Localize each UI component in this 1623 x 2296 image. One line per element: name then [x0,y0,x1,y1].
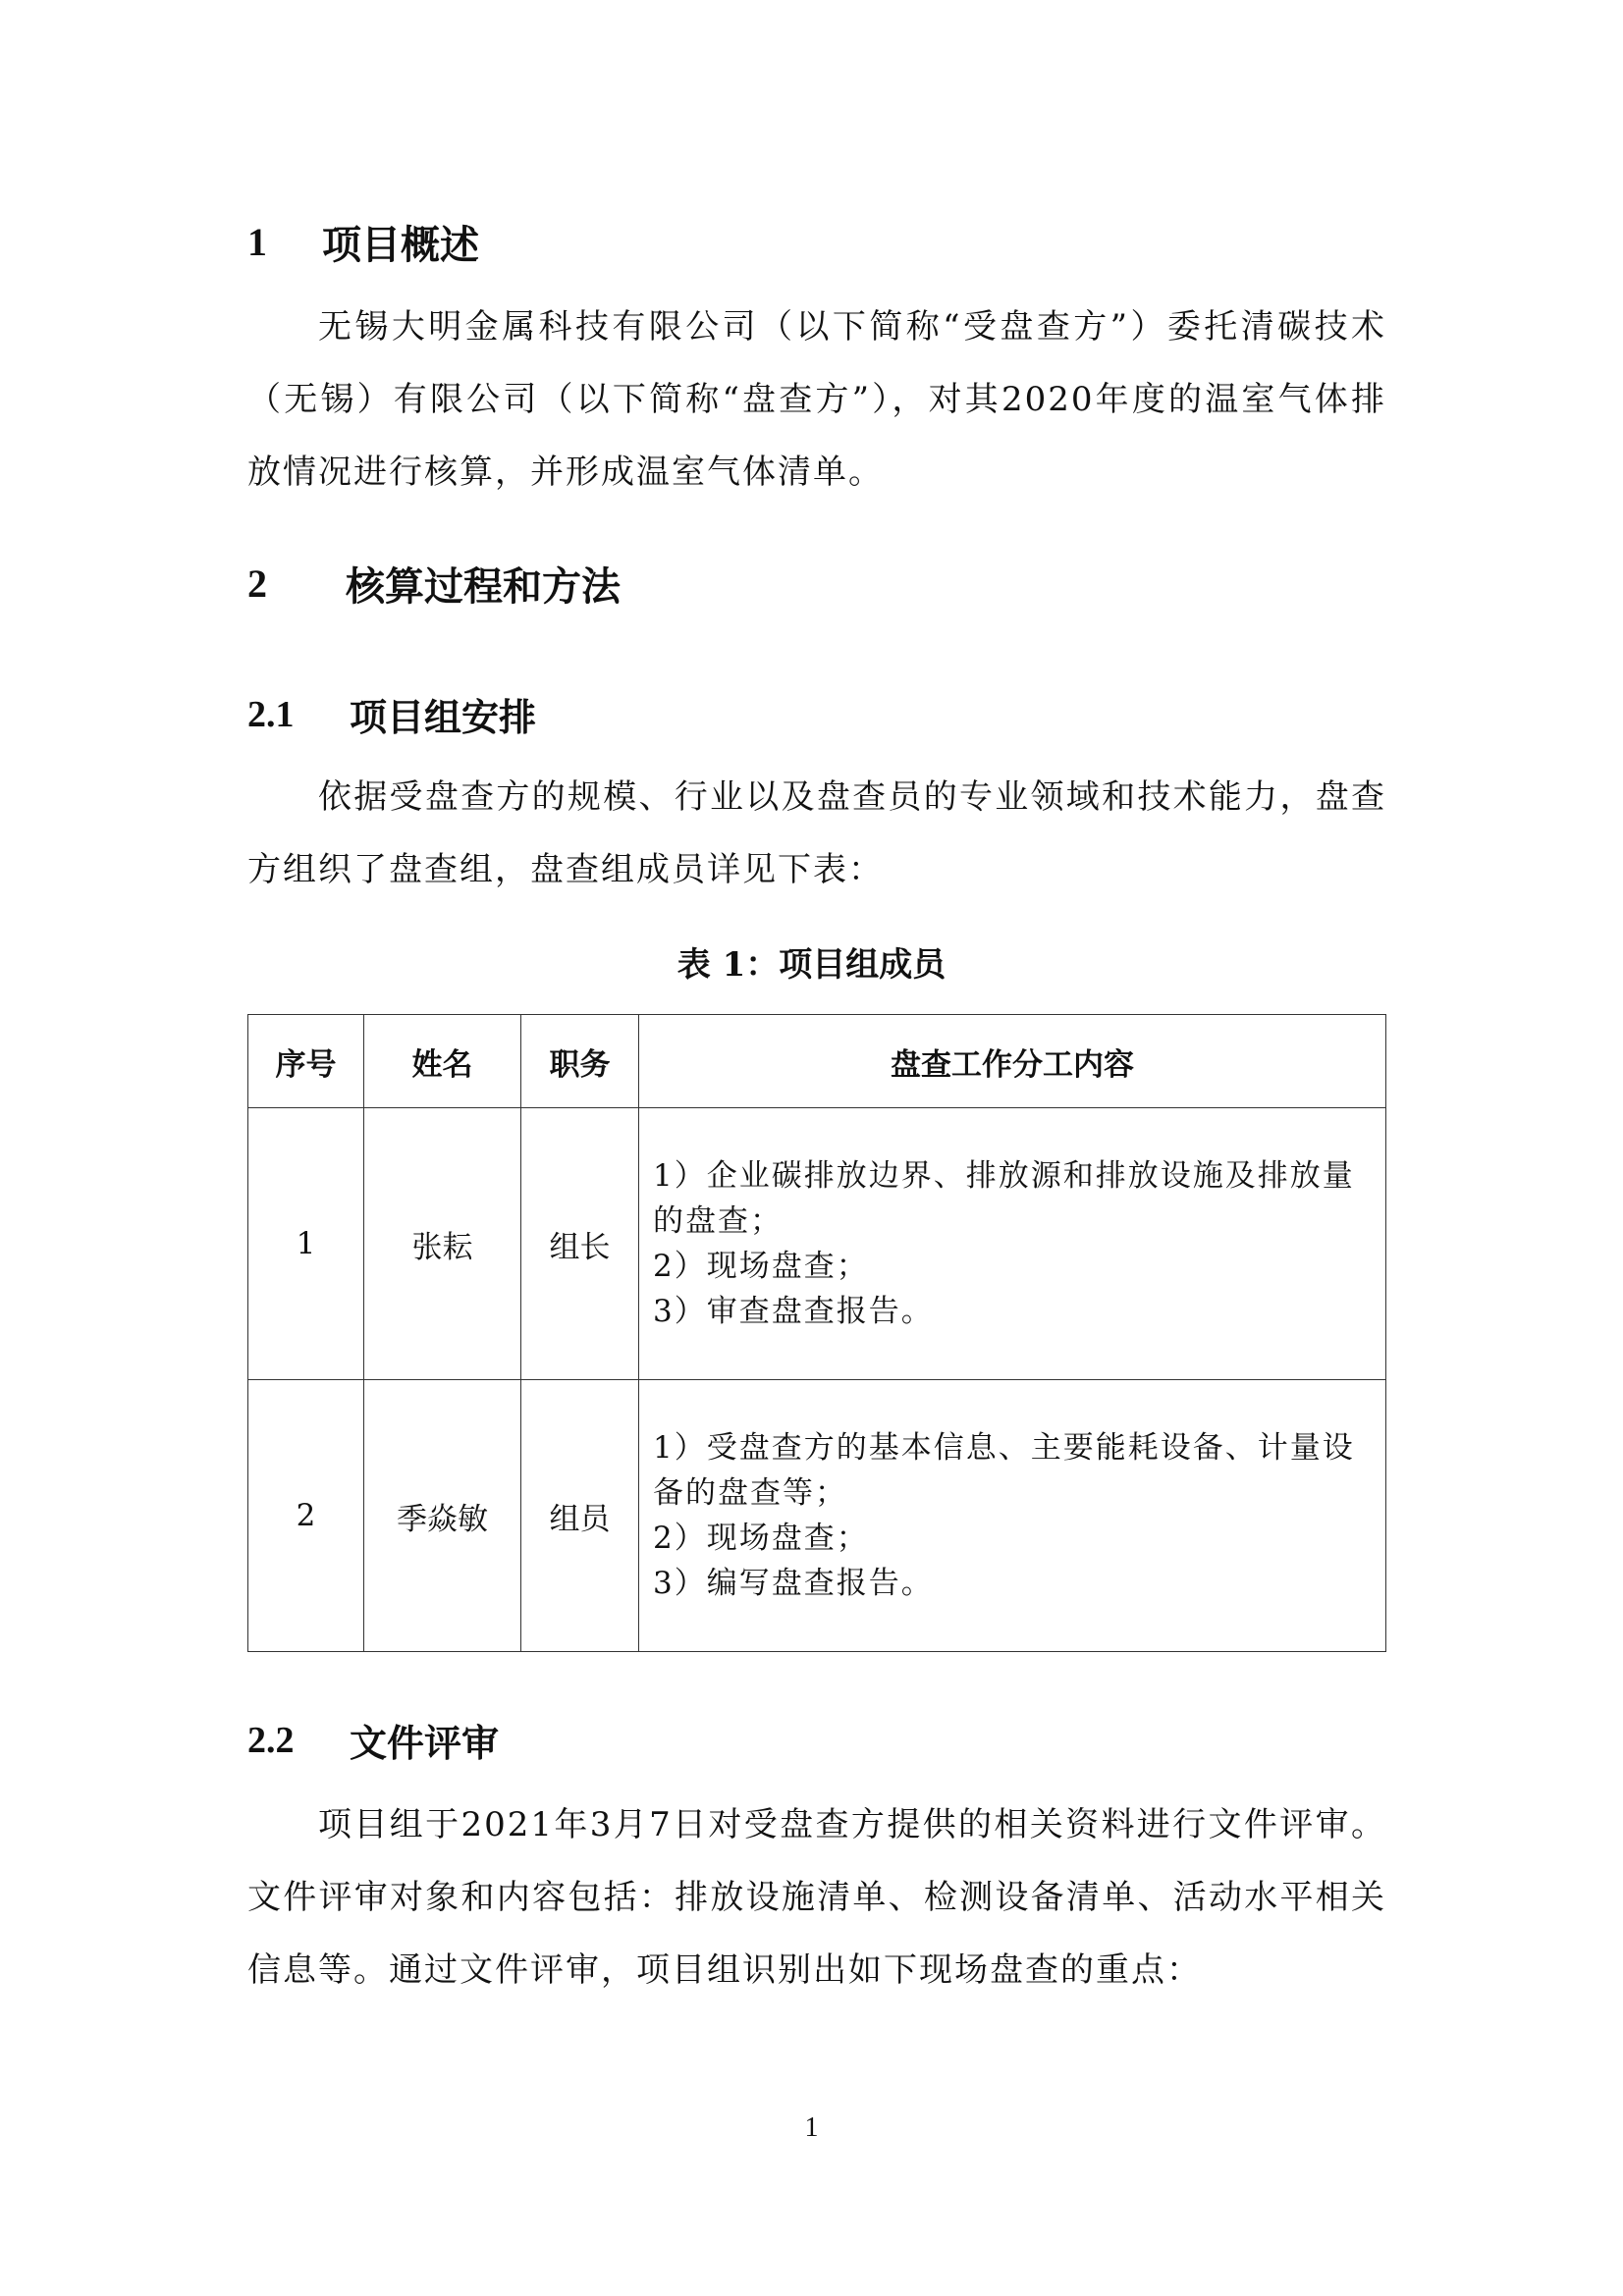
header-cell-no: 序号 [248,1015,364,1108]
cell-name: 张耘 [364,1108,521,1380]
section-1-number: 1 [247,220,267,264]
duties-list [639,1153,1385,1334]
members-table [247,1014,1386,1652]
duty-item: 2）现场盘查； [653,1249,869,1284]
duty-item: 1）受盘查方的基本信息、主要能耗设备、计量设备的盘查等； [653,1430,1355,1511]
section-1-heading [247,214,479,270]
cell-duties [639,1108,1386,1380]
section-2-number: 2 [247,561,267,606]
section-2-2-paragraph: 项目组于2021年3月7日对受盘查方提供的相关资料进行文件评审。文件评审对象和内容包括：排放设施清单、检测设备清单、活动水平相关信息等。通过文件评审，项目组识别出如下现场盘查的重点： [247,1805,1386,1990]
cell-no: 2 [248,1380,364,1652]
table-caption: 表 1：项目组成员 [676,945,947,985]
cell-no: 1 [248,1108,364,1380]
duty-item: 1）企业碳排放边界、排放源和排放设施及排放量的盘查； [653,1158,1355,1239]
header-cell-name: 姓名 [364,1015,521,1108]
cell-duties [639,1380,1386,1652]
table-row [248,1108,1386,1380]
duty-item: 3）编写盘查报告。 [653,1566,934,1601]
duty-item: 3）审查盘查报告。 [653,1294,934,1329]
section-2-1-number: 2.1 [247,693,295,735]
table-row [248,1380,1386,1652]
section-2-1-paragraph: 依据受盘查方的规模、行业以及盘查员的专业领域和技术能力，盘查方组织了盘查组，盘查组成员详见下表： [247,777,1386,889]
duties-list [639,1425,1385,1606]
section-2-title: 核算过程和方法 [346,563,621,610]
header-cell-duties: 盘查工作分工内容 [639,1015,1386,1108]
section-2-2-heading [247,1713,499,1767]
section-2-2-number: 2.2 [247,1719,295,1761]
page-number: 1 [804,2112,819,2143]
section-2-2-title: 文件评审 [350,1721,500,1765]
section-2-1-heading [247,687,536,741]
cell-name: 季焱敏 [364,1380,521,1652]
duty-item: 2）现场盘查； [653,1521,869,1556]
section-2-1-title: 项目组安排 [350,695,537,739]
header-cell-role: 职务 [521,1015,639,1108]
section-1-title: 项目概述 [322,222,479,268]
cell-role: 组长 [521,1108,639,1380]
table-header-row [248,1015,1386,1108]
section-1-paragraph: 无锡大明金属科技有限公司（以下简称“受盘查方”）委托清碳技术（无锡）有限公司（以下简称“盘查方”），对其2020年度的温室气体排放情况进行核算，并形成温室气体清单。 [247,307,1386,492]
section-2-heading [247,556,621,612]
cell-role: 组员 [521,1380,639,1652]
